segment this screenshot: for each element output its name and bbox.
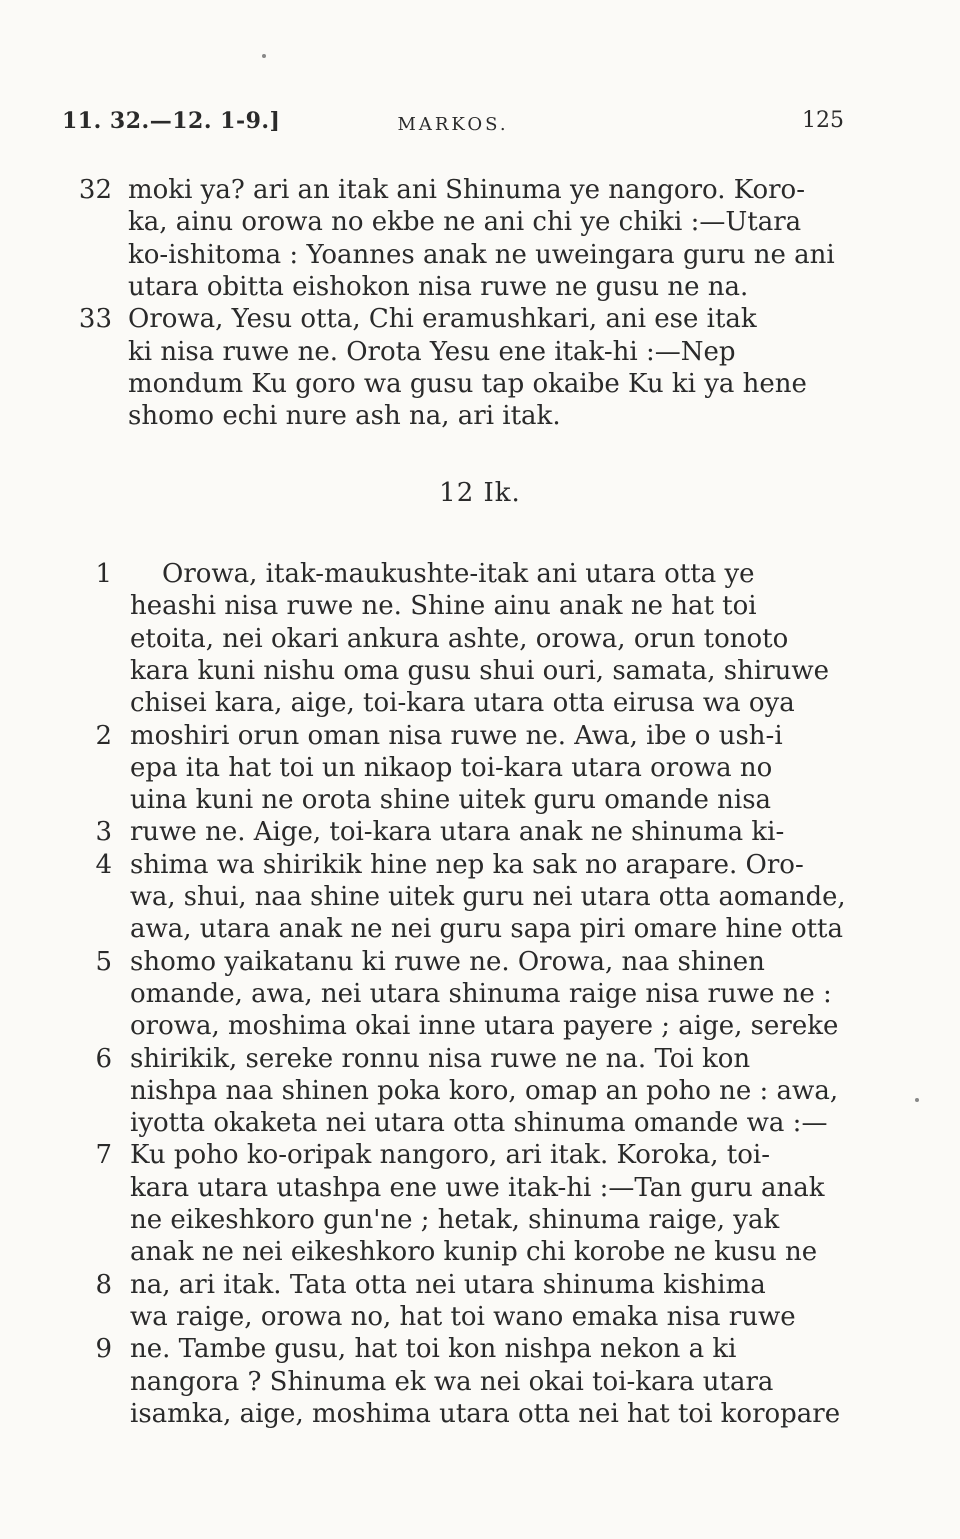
text-line: shima wa shirikik hine nep ka sak no arapare. Oro-: [130, 849, 804, 880]
text-line: epa ita hat toi un nikaop toi-kara utara orowa no: [130, 752, 773, 783]
chapter-heading: 12 Ik.: [439, 478, 521, 508]
text-line: kara utara utashpa ene uwe itak-hi :—Tan guru anak: [130, 1172, 825, 1203]
text-line: Ku poho ko-oripak nangoro, ari itak. Koroka, toi-: [130, 1140, 770, 1171]
text-line: nishpa naa shinen poka koro, omap an poho ne : awa,: [130, 1075, 839, 1106]
text-line: anak ne nei eikeshkoro kunip chi korobe ne kusu ne: [130, 1237, 818, 1268]
text-line: ka, ainu orowa no ekbe ne ani chi ye chiki :—Utara: [128, 207, 802, 238]
verse-number: 6: [95, 1043, 112, 1074]
text-line: ne. Tambe gusu, hat toi kon nishpa nekon a ki: [130, 1334, 737, 1365]
chapter-11-text: [128, 174, 844, 434]
text-line: isamka, aige, moshima utara otta nei hat toi koropare: [130, 1398, 841, 1429]
verse-number: 3: [95, 817, 112, 848]
text-line: shomo echi nure ash na, ari itak.: [128, 401, 561, 432]
verse-number: 33: [78, 304, 112, 335]
text-line: moki ya? ari an itak ani Shinuma ye nangoro. Koro-: [128, 175, 805, 205]
text-line: etoita, nei okari ankura ashte, orowa, orun tonoto: [130, 623, 789, 654]
chapter-11-verse-numbers: [62, 174, 112, 434]
text-line: Orowa, Yesu otta, Chi eramushkari, ani ese itak: [128, 304, 757, 335]
text-line: wa, shui, naa shine uitek guru nei utara otta aomande,: [130, 882, 846, 912]
text-line: kara kuni nishu oma gusu shui ouri, samata, shiruwe: [130, 655, 830, 686]
text-line: ki nisa ruwe ne. Orota Yesu ene itak-hi :—Nep: [128, 336, 736, 367]
text-line: uina kuni ne orota shine uitek guru omande nisa: [130, 785, 772, 816]
verse-number: 5: [95, 946, 112, 977]
text-line: ne eikeshkoro gun'ne ; hetak, shinuma raige, yak: [130, 1205, 780, 1235]
page-number: 125: [802, 108, 844, 133]
verse-number: 1: [95, 559, 112, 589]
text-line: na, ari itak. Tata otta nei utara shinuma kishima: [130, 1269, 766, 1300]
text-line: nangora ? Shinuma ek wa nei okai toi-kara utara: [130, 1366, 774, 1397]
text-line: shomo yaikatanu ki ruwe ne. Orowa, naa shinen: [130, 946, 765, 977]
chapter-verse-range: 11. 32.—12. 1-9.]: [62, 108, 281, 134]
text-line: chisei kara, aige, toi-kara utara otta eirusa wa oya: [130, 688, 795, 719]
verse-number: 4: [95, 849, 112, 880]
text-line: mondum Ku goro wa gusu tap okaibe Ku ki ya hene: [128, 368, 807, 399]
text-line: moshiri orun oman nisa ruwe ne. Awa, ibe o ush-i: [130, 720, 783, 751]
verse-number: 9: [95, 1334, 112, 1365]
text-line: ruwe ne. Aige, toi-kara utara anak ne shinuma ki-: [130, 817, 785, 848]
text-line: iyotta okaketa nei utara otta shinuma omande wa :—: [130, 1108, 828, 1139]
chapter-12-text: [130, 558, 846, 1428]
verse-number: 32: [78, 175, 112, 205]
text-line: Orowa, itak-maukushte-itak ani utara otta ye: [162, 559, 755, 589]
text-line: wa raige, orowa no, hat toi wano emaka nisa ruwe: [130, 1301, 796, 1332]
paper-speck: [262, 54, 266, 58]
text-line: awa, utara anak ne nei guru sapa piri omare hine otta: [130, 914, 843, 945]
book-title: MARKOS.: [397, 114, 509, 135]
text-line: omande, awa, nei utara shinuma raige nisa ruwe ne :: [130, 978, 832, 1009]
chapter-12-verse-numbers: [72, 558, 112, 1428]
text-line: heashi nisa ruwe ne. Shine ainu anak ne hat toi: [130, 591, 757, 622]
paper-speck: [915, 1098, 919, 1102]
running-header: [62, 108, 844, 142]
verse-number: 8: [95, 1269, 112, 1300]
verse-number: 7: [95, 1140, 112, 1171]
text-line: ko-ishitoma : Yoannes anak ne uweingara guru ne ani: [128, 239, 835, 270]
text-line: shirikik, sereke ronnu nisa ruwe ne na. Toi kon: [130, 1043, 751, 1074]
text-line: utara obitta eishokon nisa ruwe ne gusu ne na.: [128, 271, 749, 302]
verse-number: 2: [95, 720, 112, 751]
text-line: orowa, moshima okai inne utara payere ; aige, sereke: [130, 1011, 839, 1042]
